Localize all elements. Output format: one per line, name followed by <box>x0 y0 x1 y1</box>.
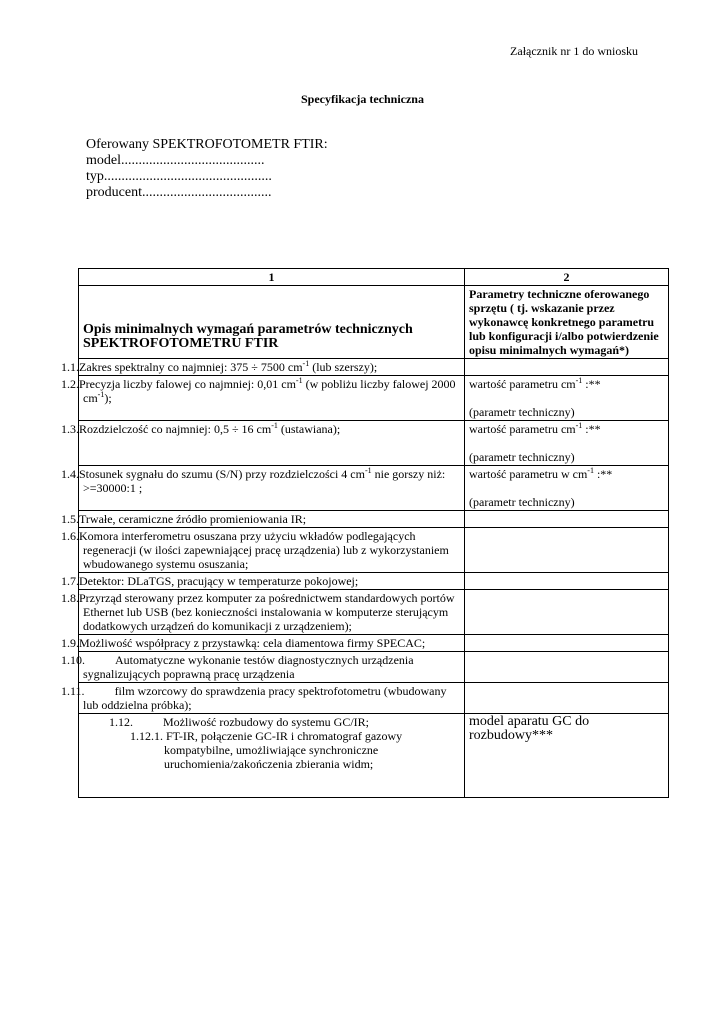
param-note: (parametr techniczny) <box>469 405 575 419</box>
param-label: wartość parametru w cm <box>469 467 588 481</box>
param-cell <box>465 683 669 714</box>
item-text: Stosunek sygnału do szumu (S/N) przy rozdzielczości 4 cm <box>79 467 365 481</box>
param-cell <box>465 652 669 683</box>
item-text: Przyrząd sterowany przez komputer za pośrednictwem standardowych portów Ethernet lub USB (bez konieczności instalowania w komputerze sterującym dodatkowych urządzeń do komunikacji z urządzeniem); <box>79 591 455 633</box>
offer-producent-line: producent..................................... <box>86 185 272 200</box>
item-text-tail: (lub szerszy); <box>309 360 378 374</box>
superscript: -1 <box>302 359 310 368</box>
param-cell <box>465 528 669 573</box>
item-text-end: ); <box>104 391 112 405</box>
item-number: 1.3. <box>61 422 79 436</box>
param-cell <box>465 359 669 376</box>
param-label: model aparatu GC do rozbudowy*** <box>469 714 590 743</box>
param-label: wartość parametru cm <box>469 422 576 436</box>
param-cell <box>465 714 669 798</box>
item-text: Możliwość współpracy z przystawką: cela diamentowa firmy SPECAC; <box>79 636 426 650</box>
table-row <box>79 376 669 421</box>
table-row <box>79 635 669 652</box>
item-number: 1.8. <box>61 591 79 605</box>
table-row <box>79 421 669 466</box>
param-note: (parametr techniczny) <box>469 495 575 509</box>
offer-heading: Oferowany SPEKTROFOTOMETR FTIR: <box>86 137 328 152</box>
item-text: Automatyczne wykonanie testów diagnostycznych urządzenia sygnalizujących poprawną pracę urządzenia <box>83 653 414 681</box>
table-row <box>79 466 669 511</box>
column-number-1: 1 <box>79 269 465 286</box>
superscript: -1 <box>295 376 303 385</box>
table-row <box>79 590 669 635</box>
item-text: Trwałe, ceramiczne źródło promieniowania IR; <box>79 512 307 526</box>
table-header-row <box>79 286 669 359</box>
superscript: -1 <box>575 376 583 385</box>
item-text-tail: nie gorszy niż: >=30000:1 ; <box>83 467 446 495</box>
param-label: wartość parametru cm <box>469 377 576 391</box>
offer-typ-line: typ................................................ <box>86 169 272 184</box>
superscript: -1 <box>587 466 594 475</box>
item-number: 1.4. <box>61 467 79 481</box>
item-number: 1.5. <box>61 512 79 526</box>
item-text: Precyzja liczby falowej co najmniej: 0,01 cm <box>79 377 296 391</box>
item-text: Zakres spektralny co najmniej: 375 ÷ 7500 cm <box>79 360 303 374</box>
subitem-text: FT-IR, połączenie GC-IR i chromatograf gazowy kompatybilne, umożliwiające synchroniczne uruchomienia/zakończenia zbierania widm; <box>164 729 403 771</box>
item-text-tail: (w pobliżu liczby falowej 2000 cm <box>83 377 456 405</box>
item-number: 1.1. <box>61 360 79 374</box>
item-text: Rozdzielczość co najmniej: 0,5 ÷ 16 cm <box>79 422 272 436</box>
table-row <box>79 652 669 683</box>
param-cell <box>465 511 669 528</box>
param-note: (parametr techniczny) <box>469 450 575 464</box>
table-row <box>79 528 669 573</box>
param-label-tail: :** <box>582 422 601 436</box>
offer-model-line: model......................................... <box>86 153 265 168</box>
param-cell <box>465 635 669 652</box>
param-cell <box>465 421 669 466</box>
column-header-parameters: Parametry techniczne oferowanego sprzętu ( tj. wskazanie przez wykonawcę konkretnego parametru lub konfiguracji i/albo potwierdzenie opisu minimalnych wymagań*) <box>465 286 669 359</box>
offer-block <box>86 137 328 201</box>
table-row <box>79 714 669 798</box>
table-number-row <box>79 269 669 286</box>
param-cell <box>465 376 669 421</box>
table-row <box>79 683 669 714</box>
item-number: 1.11. <box>61 684 85 698</box>
item-text-tail: (ustawiana); <box>277 422 341 436</box>
spec-table <box>61 268 669 798</box>
item-number: 1.6. <box>61 529 79 543</box>
table-row <box>79 511 669 528</box>
superscript: -1 <box>575 421 583 430</box>
column-header-description: Opis minimalnych wymagań parametrów technicznych SPEKTROFOTOMETRU FTIR <box>79 286 465 359</box>
table-row <box>79 573 669 590</box>
param-label-tail: :** <box>593 467 613 481</box>
item-number: 1.2. <box>61 377 79 391</box>
superscript: -1 <box>97 390 105 399</box>
param-cell <box>465 466 669 511</box>
item-text: film wzorcowy do sprawdzenia pracy spektrofotometru (wbudowany lub oddzielna próbka); <box>83 684 447 712</box>
item-text: Komora interferometru osuszana przy użyciu wkładów podlegających regeneracji (w ilości zapewniającej pracę urządzenia) lub z wykorzystaniem wbudowanego systemu osuszania; <box>79 529 449 571</box>
item-text: Detektor: DLaTGS, pracujący w temperaturze pokojowej; <box>79 574 359 588</box>
column-number-2: 2 <box>465 269 669 286</box>
superscript: -1 <box>364 466 372 475</box>
table-row <box>79 359 669 376</box>
superscript: -1 <box>271 421 278 430</box>
attachment-label: Załącznik nr 1 do wniosku <box>510 44 638 58</box>
param-label-tail: :** <box>582 377 601 391</box>
item-number: 1.9. <box>61 636 79 650</box>
item-number: 1.10. <box>61 653 85 667</box>
item-text: Możliwość rozbudowy do systemu GC/IR; <box>163 715 369 729</box>
item-number: 1.7. <box>61 574 79 588</box>
item-number: 1.12. <box>109 715 133 729</box>
param-cell <box>465 573 669 590</box>
param-cell <box>465 590 669 635</box>
subitem-number: 1.12.1. <box>130 729 163 743</box>
page-title: Specyfikacja techniczna <box>301 92 424 106</box>
